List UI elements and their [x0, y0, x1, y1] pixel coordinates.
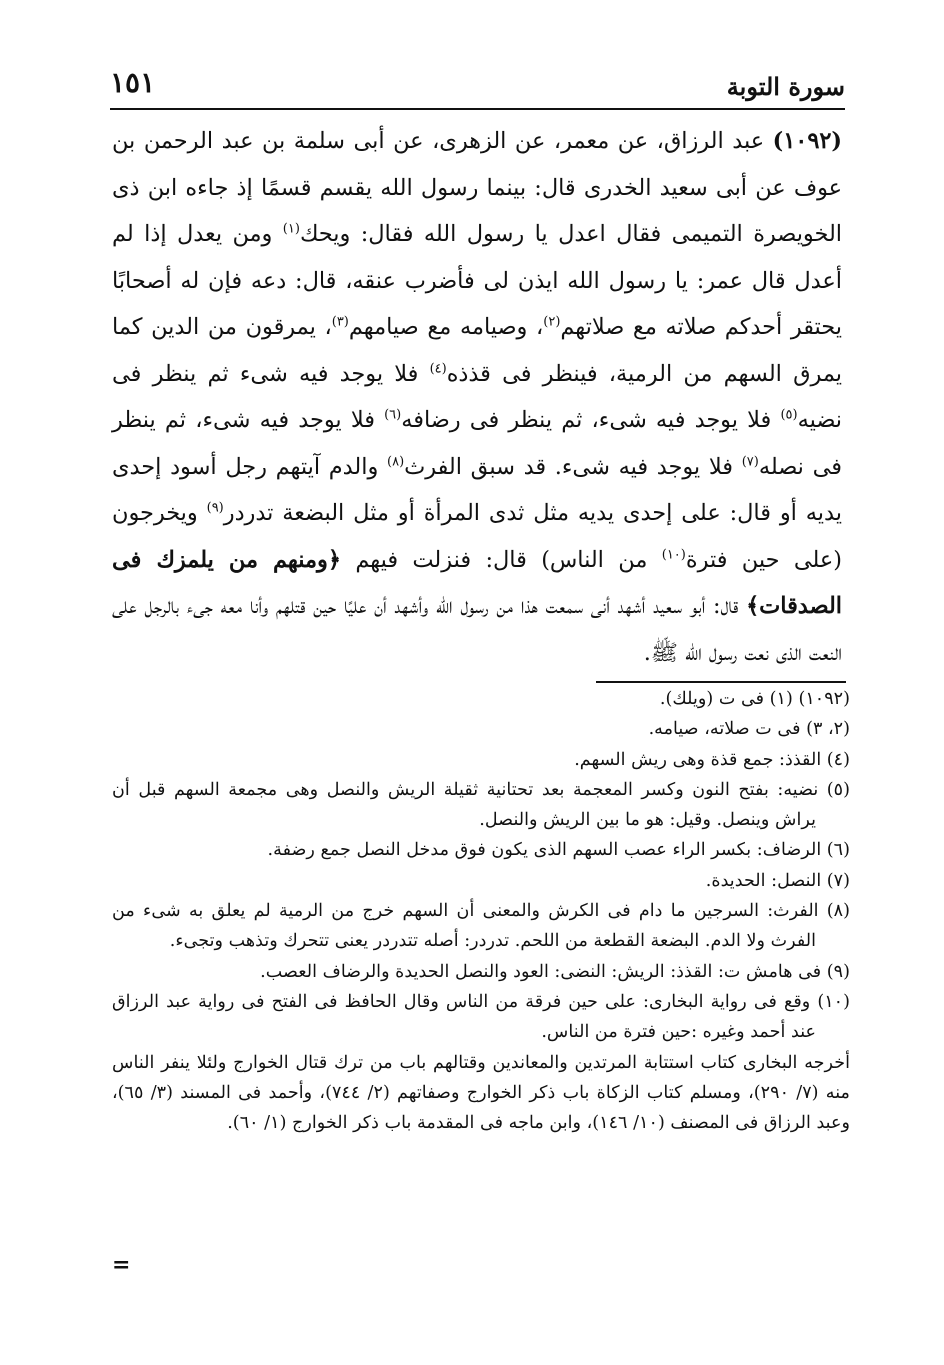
hadith-text: فلا يوجد فيه شىء. قد سبق الفرث	[404, 453, 742, 480]
hadith-text: ، يمرقون من الدين كما يمرق السهم من الرمية، فينظر فى قذذه	[112, 314, 842, 387]
hadith-body	[112, 118, 842, 676]
header-rule	[110, 108, 845, 110]
hadith-text: قال: أبو سعيد أشهد أنى سمعت هذا من رسول الله وأشهد أن عليًا حين قتلهم وأنا معه جىء بالرجل على النعت الذى نعت رسول الله ﷺ.	[112, 593, 842, 666]
page-number: ١٥١	[110, 66, 156, 99]
footnote: (٨) الفرث: السرجين ما دام فى الكرش والمعنى أن السهم خرج من الرمية لم يعلق به شىء من الفرث ولا الدم. البضعة القطعة من اللحم. تدردر: أصله تتدردر يعنى تتحرك وتذهب وتجىء.	[112, 901, 850, 952]
footnote: (٤) القذذ: جمع قذة وهى ريش السهم.	[574, 749, 850, 770]
footnote: (٦) الرضاف: بكسر الراء عصب السهم الذى يكون فوق مدخل النصل جمع رضفة.	[267, 840, 850, 861]
hadith-text: من الناس) قال: فنزلت فيهم	[340, 546, 662, 573]
surah-title: سورة التوبة	[726, 72, 845, 101]
hadith-text: فلا يوجد فيه شىء، ثم ينظر فى نصله	[112, 407, 842, 480]
footnote: (٢، ٣) فى ت صلاته، صيامه.	[648, 719, 850, 740]
footnote-ref: (٧)	[741, 454, 759, 470]
page-header	[110, 60, 845, 110]
continuation-mark: =	[112, 1252, 131, 1278]
hadith-text: ومن يعدل إذا لم أعدل قال عمر: يا رسول الله ايذن لى فأضرب عنقه، قال: دعه فإن له أصحابًا يحتقر أحدكم صلاته مع صلاتهم	[112, 221, 842, 340]
hadith-text: ، وصيامه مع صيامهم	[348, 314, 544, 340]
footnote: (١٠) وقع فى رواية البخارى: على حين فرقة من الناس وقال الحافظ فى الفتح فى رواية عبد الرزاق عند أحمد وغيره :حين فترة من الناس.	[112, 991, 850, 1043]
hadith-text: عبد الرزاق، عن معمر، عن الزهرى، عن أبى سلمة بن عبد الرحمن بن عوف عن أبى سعيد الخدرى قال: بينما رسول الله يقسم قسمًا إذ جاءه ابن ذى الخويصرة التميمى فقال اعدل يا رسول الله فقال: ويحك	[112, 128, 842, 247]
footnote: (٥) نضيه: بفتح النون وكسر المعجمة بعد تحتانية ثقيلة الريش والنصل وهى مجمعة السهم قبل أن يراش وينصل. وقيل: هو ما بين الريش والنصل.	[112, 779, 850, 831]
footnote-ref: (٤)	[429, 361, 447, 377]
quran-quote: ﴿ومنهم من يلمزك فى الصدقات﴾	[112, 546, 842, 619]
footnote-ref: (٦)	[384, 407, 402, 423]
footnote: (٩) فى هامش ت: القذذ: الريش: النضى: العود والنصل الحديدة والرضاف العصب.	[260, 961, 850, 982]
footnote-ref: (٩)	[206, 500, 224, 516]
footnote-ref: (١)	[282, 221, 300, 237]
footnotes-section	[112, 684, 850, 1138]
hadith-text: والدم آيتهم رجل أسود إحدى يديه أو قال: على إحدى يديه مثل ثدى المرأة أو مثل البضعة تدردر	[112, 453, 842, 526]
footnote-divider	[596, 681, 846, 683]
takhrij-note: أخرجه البخارى كتاب استتابة المرتدين والمعاندين وقتالهم باب من ترك قتال الخوارج ولئلا ينفر الناس منه (٧/ ٢٩٠)، ومسلم كتاب الزكاة باب ذكر الخوارج وصفاتهم (٢/ ٧٤٤)، وأحمد فى المسند (٣/ ٦٥)، وعبد الرزاق فى المصنف (١٠/ ١٤٦)، وابن ماجه فى المقدمة باب ذكر الخوارج (١/ ٦٠).	[112, 1052, 850, 1134]
footnote-ref: (٣)	[331, 314, 349, 330]
footnote: (٧) النصل: الحديدة.	[705, 870, 850, 891]
footnote-ref: (٨)	[387, 454, 405, 470]
hadith-paragraph	[112, 118, 842, 676]
footnote-ref: (١٠)	[661, 547, 686, 563]
footnote-ref: (٢)	[543, 314, 561, 330]
hadith-text: فلا يوجد فيه شىء، ثم ينظر فى رضافه	[401, 407, 781, 433]
hadith-text: ويخرجون (على حين فترة	[112, 500, 843, 573]
hadith-text: فلا يوجد فيه شىء ثم ينظر فى نضيه	[112, 360, 842, 433]
hadith-number: (١٠٩٢)	[772, 128, 842, 154]
footnote-ref: (٥)	[780, 407, 798, 423]
footnote: (١٠٩٢) (١) فى ت (ويلك).	[659, 689, 850, 709]
